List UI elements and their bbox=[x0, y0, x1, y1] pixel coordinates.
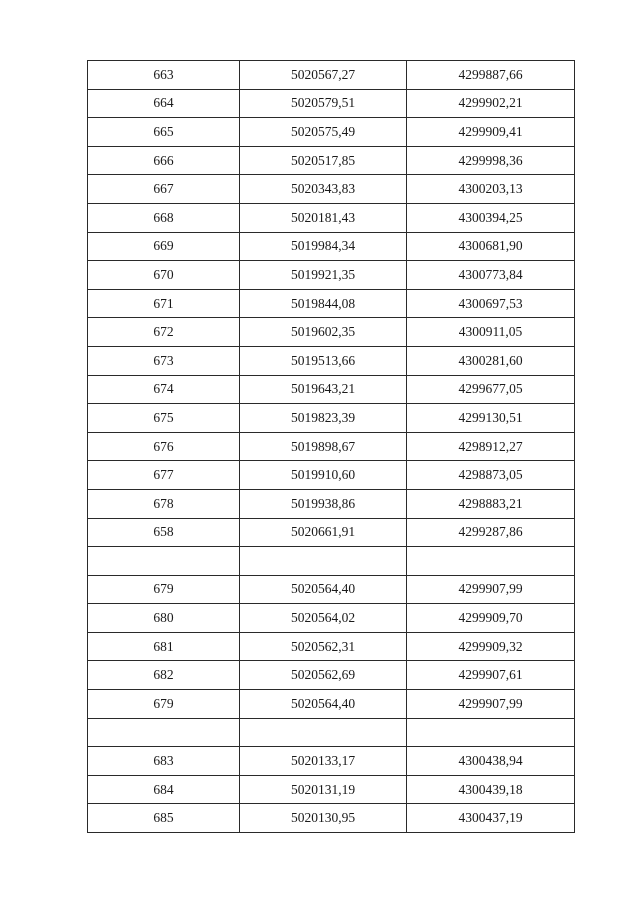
point-number-cell: 671 bbox=[88, 289, 240, 318]
point-number-cell: 682 bbox=[88, 661, 240, 690]
x-coordinate-cell: 5020564,40 bbox=[240, 690, 407, 719]
point-number-cell: 680 bbox=[88, 604, 240, 633]
point-number-cell: 665 bbox=[88, 118, 240, 147]
point-number-cell: 677 bbox=[88, 461, 240, 490]
x-coordinate-cell: 5019844,08 bbox=[240, 289, 407, 318]
point-number-cell: 668 bbox=[88, 203, 240, 232]
x-coordinate-cell: 5019602,35 bbox=[240, 318, 407, 347]
y-coordinate-cell: 4298873,05 bbox=[407, 461, 575, 490]
y-coordinate-cell: 4299902,21 bbox=[407, 89, 575, 118]
y-coordinate-cell: 4300437,19 bbox=[407, 804, 575, 833]
table-row bbox=[88, 632, 575, 661]
y-coordinate-cell: 4298912,27 bbox=[407, 432, 575, 461]
table-row bbox=[88, 461, 575, 490]
y-coordinate-cell: 4300281,60 bbox=[407, 346, 575, 375]
point-number-cell: 663 bbox=[88, 61, 240, 90]
y-coordinate-cell: 4300438,94 bbox=[407, 747, 575, 776]
point-number-cell: 664 bbox=[88, 89, 240, 118]
coordinates-table bbox=[87, 60, 575, 833]
x-coordinate-cell bbox=[240, 547, 407, 576]
table-row bbox=[88, 89, 575, 118]
y-coordinate-cell: 4299909,41 bbox=[407, 118, 575, 147]
y-coordinate-cell: 4300697,53 bbox=[407, 289, 575, 318]
y-coordinate-cell: 4300394,25 bbox=[407, 203, 575, 232]
table-row bbox=[88, 604, 575, 633]
table-row bbox=[88, 146, 575, 175]
y-coordinate-cell: 4299130,51 bbox=[407, 404, 575, 433]
x-coordinate-cell: 5020567,27 bbox=[240, 61, 407, 90]
y-coordinate-cell: 4300203,13 bbox=[407, 175, 575, 204]
point-number-cell: 681 bbox=[88, 632, 240, 661]
coordinates-table-body bbox=[88, 61, 575, 833]
table-row bbox=[88, 775, 575, 804]
x-coordinate-cell: 5019984,34 bbox=[240, 232, 407, 261]
point-number-cell: 676 bbox=[88, 432, 240, 461]
y-coordinate-cell: 4299907,99 bbox=[407, 575, 575, 604]
table-row bbox=[88, 118, 575, 147]
point-number-cell: 670 bbox=[88, 261, 240, 290]
x-coordinate-cell: 5020562,31 bbox=[240, 632, 407, 661]
x-coordinate-cell: 5019513,66 bbox=[240, 346, 407, 375]
y-coordinate-cell: 4298883,21 bbox=[407, 489, 575, 518]
x-coordinate-cell: 5020130,95 bbox=[240, 804, 407, 833]
point-number-cell: 678 bbox=[88, 489, 240, 518]
point-number-cell: 684 bbox=[88, 775, 240, 804]
table-row bbox=[88, 432, 575, 461]
table-row bbox=[88, 518, 575, 547]
point-number-cell: 679 bbox=[88, 575, 240, 604]
table-row bbox=[88, 661, 575, 690]
x-coordinate-cell: 5019898,67 bbox=[240, 432, 407, 461]
x-coordinate-cell: 5019938,86 bbox=[240, 489, 407, 518]
table-row bbox=[88, 489, 575, 518]
y-coordinate-cell: 4300911,05 bbox=[407, 318, 575, 347]
y-coordinate-cell: 4299887,66 bbox=[407, 61, 575, 90]
table-row bbox=[88, 404, 575, 433]
table-row bbox=[88, 61, 575, 90]
x-coordinate-cell bbox=[240, 718, 407, 747]
table-row bbox=[88, 203, 575, 232]
y-coordinate-cell: 4299998,36 bbox=[407, 146, 575, 175]
x-coordinate-cell: 5020131,19 bbox=[240, 775, 407, 804]
separator-row bbox=[88, 718, 575, 747]
point-number-cell: 672 bbox=[88, 318, 240, 347]
table-row bbox=[88, 690, 575, 719]
y-coordinate-cell: 4299677,05 bbox=[407, 375, 575, 404]
point-number-cell: 669 bbox=[88, 232, 240, 261]
table-row bbox=[88, 261, 575, 290]
table-row bbox=[88, 575, 575, 604]
x-coordinate-cell: 5020564,40 bbox=[240, 575, 407, 604]
x-coordinate-cell: 5019910,60 bbox=[240, 461, 407, 490]
x-coordinate-cell: 5019823,39 bbox=[240, 404, 407, 433]
table-row bbox=[88, 747, 575, 776]
x-coordinate-cell: 5020133,17 bbox=[240, 747, 407, 776]
y-coordinate-cell bbox=[407, 547, 575, 576]
point-number-cell: 666 bbox=[88, 146, 240, 175]
x-coordinate-cell: 5020343,83 bbox=[240, 175, 407, 204]
y-coordinate-cell: 4299287,86 bbox=[407, 518, 575, 547]
x-coordinate-cell: 5019643,21 bbox=[240, 375, 407, 404]
point-number-cell: 675 bbox=[88, 404, 240, 433]
x-coordinate-cell: 5020575,49 bbox=[240, 118, 407, 147]
x-coordinate-cell: 5020661,91 bbox=[240, 518, 407, 547]
point-number-cell bbox=[88, 718, 240, 747]
table-row bbox=[88, 289, 575, 318]
y-coordinate-cell: 4299909,32 bbox=[407, 632, 575, 661]
point-number-cell: 658 bbox=[88, 518, 240, 547]
x-coordinate-cell: 5020562,69 bbox=[240, 661, 407, 690]
x-coordinate-cell: 5020579,51 bbox=[240, 89, 407, 118]
table-row bbox=[88, 175, 575, 204]
x-coordinate-cell: 5020564,02 bbox=[240, 604, 407, 633]
x-coordinate-cell: 5020517,85 bbox=[240, 146, 407, 175]
y-coordinate-cell: 4300773,84 bbox=[407, 261, 575, 290]
y-coordinate-cell: 4299907,99 bbox=[407, 690, 575, 719]
point-number-cell: 683 bbox=[88, 747, 240, 776]
table-row bbox=[88, 232, 575, 261]
y-coordinate-cell: 4299909,70 bbox=[407, 604, 575, 633]
point-number-cell: 673 bbox=[88, 346, 240, 375]
point-number-cell: 674 bbox=[88, 375, 240, 404]
x-coordinate-cell: 5020181,43 bbox=[240, 203, 407, 232]
y-coordinate-cell: 4300439,18 bbox=[407, 775, 575, 804]
separator-row bbox=[88, 547, 575, 576]
table-row bbox=[88, 318, 575, 347]
table-row bbox=[88, 375, 575, 404]
point-number-cell bbox=[88, 547, 240, 576]
table-row bbox=[88, 804, 575, 833]
point-number-cell: 685 bbox=[88, 804, 240, 833]
table-row bbox=[88, 346, 575, 375]
point-number-cell: 679 bbox=[88, 690, 240, 719]
x-coordinate-cell: 5019921,35 bbox=[240, 261, 407, 290]
point-number-cell: 667 bbox=[88, 175, 240, 204]
y-coordinate-cell bbox=[407, 718, 575, 747]
y-coordinate-cell: 4299907,61 bbox=[407, 661, 575, 690]
y-coordinate-cell: 4300681,90 bbox=[407, 232, 575, 261]
